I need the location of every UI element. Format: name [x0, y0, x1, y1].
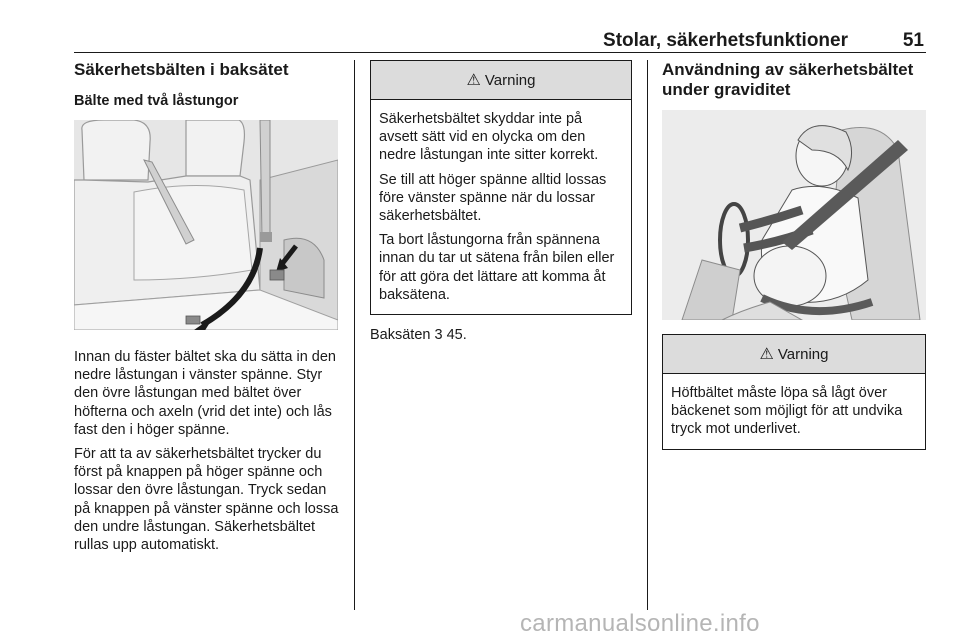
- warning-title: Varning: [777, 345, 829, 363]
- warning-header: [371, 61, 631, 100]
- pregnancy-seat-belt-illustration: [662, 110, 926, 320]
- page-reference[interactable]: Baksäten 3 45.: [370, 327, 467, 344]
- warning-paragraph: Ta bort låstungorna från spännena innan du tar ut sätena från bilen eller för att göra det lättare att komma åt baksätena.: [379, 232, 615, 303]
- section-title: Stolar, säkerhetsfunktioner: [603, 30, 848, 51]
- rear-seat-belt-illustration: [74, 120, 338, 330]
- warning-title: Varning: [484, 71, 536, 89]
- column-pregnancy: [662, 60, 926, 450]
- warning-box: [662, 334, 926, 450]
- watermark: carmanualsonline.info: [520, 610, 760, 637]
- warning-paragraph: Höftbältet måste löpa så lågt över bäckenet som möjligt för att undvika tryck mot underlivet.: [671, 385, 903, 438]
- paragraph: Innan du fäster bältet ska du sätta in den nedre låstungan i vänster spänne. Styr den övre låstungan med bältet över höfterna och axeln (vrid det inte) och lås fast den i höger spänne.: [74, 349, 336, 438]
- warning-triangle-icon: ⚠: [759, 346, 774, 363]
- section-heading: Användning av säkerhetsbältet under graviditet: [662, 60, 914, 99]
- column-divider: [354, 60, 355, 610]
- column-warning: [370, 60, 632, 343]
- page-number: 51: [902, 30, 924, 51]
- paragraph: För att ta av säkerhetsbältet trycker du först på knappen på höger spänne och lossar den övre låstungan. Tryck sedan på knappen på vänster spänne och lossa den undre låstungan. Säkerhetsbältet rullas upp automatiskt.: [74, 446, 339, 554]
- section-heading: Säkerhetsbälten i baksätet: [74, 60, 289, 79]
- pregnant-driver-drawing: [662, 110, 926, 320]
- warning-paragraph: Säkerhetsbältet skyddar inte på avsett sätt vid en olycka om den nedre låstungan inte sitter korrekt.: [379, 111, 599, 164]
- subheading: Bälte med två låstungor: [74, 93, 239, 109]
- warning-paragraph: Se till att höger spänne alltid lossas före vänster spänne när du lossar säkerhetsbältet.: [379, 171, 607, 225]
- page-header: [74, 30, 926, 53]
- warning-header: [663, 335, 925, 374]
- warning-body: [371, 100, 631, 314]
- warning-body: [663, 374, 925, 449]
- warning-triangle-icon: ⚠: [466, 72, 481, 89]
- seat-belt-drawing: [74, 120, 338, 330]
- column-rear-seatbelts: [74, 60, 344, 560]
- warning-box: [370, 60, 632, 315]
- column-divider: [647, 60, 648, 610]
